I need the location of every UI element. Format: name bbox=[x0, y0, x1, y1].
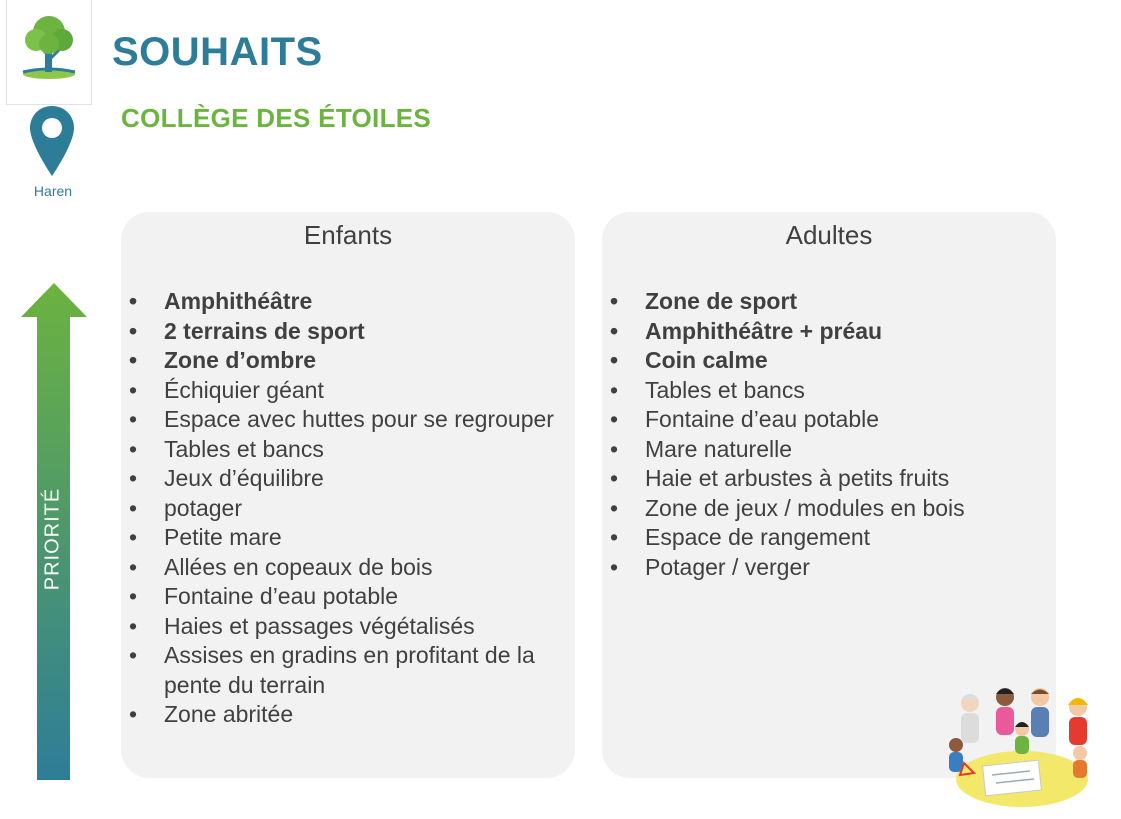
page-subtitle: COLLÈGE DES ÉTOILES bbox=[121, 103, 432, 133]
tree-logo-icon bbox=[19, 12, 79, 84]
list-item: • Zone de sport bbox=[610, 287, 1046, 317]
list-item: • Allées en copeaux de bois bbox=[129, 553, 565, 583]
list-item: • Amphithéâtre + préau bbox=[610, 317, 1046, 347]
list-item: • Petite mare bbox=[129, 523, 565, 553]
list-item: • Haies et passages végétalisés bbox=[129, 612, 565, 642]
list-item: • Haie et arbustes à petits fruits bbox=[610, 464, 1046, 494]
list-item: • Mare naturelle bbox=[610, 435, 1046, 465]
panel-heading: Adultes bbox=[785, 220, 873, 250]
list-item: • Fontaine d’eau potable bbox=[610, 405, 1046, 435]
list-item: • potager bbox=[129, 494, 565, 524]
location-label: Haren bbox=[33, 183, 73, 199]
list-item: • Zone de jeux / modules en bois bbox=[610, 494, 1046, 524]
map-pin-icon bbox=[28, 104, 76, 178]
list-item: • 2 terrains de sport bbox=[129, 317, 565, 347]
list-item: • Tables et bancs bbox=[129, 435, 565, 465]
list-item: • Zone d’ombre bbox=[129, 346, 565, 376]
list-item: • Jeux d’équilibre bbox=[129, 464, 565, 494]
panel-heading: Enfants bbox=[303, 220, 393, 250]
panel-enfants bbox=[121, 212, 575, 778]
list-item: • Zone abritée bbox=[129, 700, 565, 730]
wish-list bbox=[610, 287, 1046, 582]
list-item: • Assises en gradins en profitant de la pente du terrain bbox=[129, 641, 565, 700]
list-item: • Coin calme bbox=[610, 346, 1046, 376]
list-item: • Tables et bancs bbox=[610, 376, 1046, 406]
priority-label: PRIORITÉ bbox=[41, 487, 64, 591]
people-planning-illustration bbox=[940, 683, 1100, 811]
wish-list bbox=[129, 287, 565, 730]
list-item: • Fontaine d’eau potable bbox=[129, 582, 565, 612]
list-item: • Échiquier géant bbox=[129, 376, 565, 406]
list-item: • Espace de rangement bbox=[610, 523, 1046, 553]
logo bbox=[6, 0, 92, 105]
list-item: • Amphithéâtre bbox=[129, 287, 565, 317]
list-item: • Espace avec huttes pour se regrouper bbox=[129, 405, 565, 435]
list-item: • Potager / verger bbox=[610, 553, 1046, 583]
page-title: SOUHAITS bbox=[112, 30, 323, 74]
